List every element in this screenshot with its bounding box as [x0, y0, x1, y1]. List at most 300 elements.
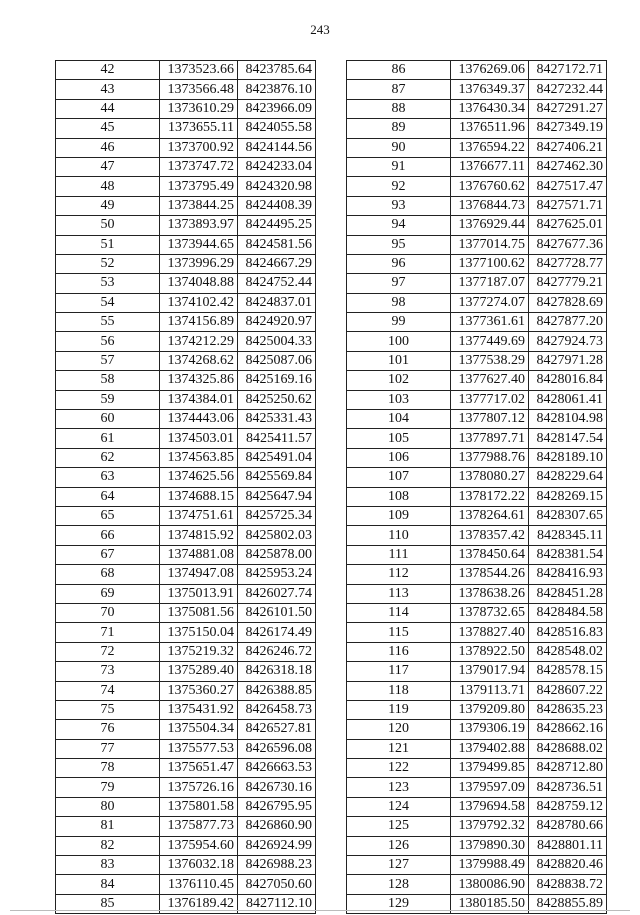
- table-row: [56, 274, 316, 293]
- y-coordinate-cell: 8424408.39: [238, 196, 316, 215]
- point-number-cell: 66: [56, 526, 160, 545]
- point-number-cell: 46: [56, 138, 160, 157]
- point-number-cell: 89: [347, 119, 451, 138]
- point-number-cell: 79: [56, 778, 160, 797]
- x-coordinate-cell: 1375360.27: [160, 681, 238, 700]
- table-row: [347, 254, 607, 273]
- table-row: [56, 681, 316, 700]
- point-number-cell: 127: [347, 856, 451, 875]
- table-row: [347, 216, 607, 235]
- table-row: [56, 410, 316, 429]
- table-row: [56, 506, 316, 525]
- table-row: [347, 448, 607, 467]
- x-coordinate-cell: 1375504.34: [160, 720, 238, 739]
- y-coordinate-cell: 8426027.74: [238, 584, 316, 603]
- y-coordinate-cell: 8424581.56: [238, 235, 316, 254]
- y-coordinate-cell: 8427677.36: [529, 235, 607, 254]
- point-number-cell: 78: [56, 759, 160, 778]
- y-coordinate-cell: 8426663.53: [238, 759, 316, 778]
- table-row: [347, 681, 607, 700]
- x-coordinate-cell: 1378732.65: [451, 603, 529, 622]
- y-coordinate-cell: 8426174.49: [238, 623, 316, 642]
- point-number-cell: 75: [56, 700, 160, 719]
- y-coordinate-cell: 8425953.24: [238, 565, 316, 584]
- point-number-cell: 57: [56, 351, 160, 370]
- table-row: [56, 390, 316, 409]
- table-row: [347, 313, 607, 332]
- y-coordinate-cell: 8425647.94: [238, 487, 316, 506]
- y-coordinate-cell: 8424144.56: [238, 138, 316, 157]
- point-number-cell: 86: [347, 61, 451, 80]
- y-coordinate-cell: 8428635.23: [529, 700, 607, 719]
- table-row: [347, 797, 607, 816]
- point-number-cell: 107: [347, 468, 451, 487]
- table-row: [56, 371, 316, 390]
- x-coordinate-cell: 1377187.07: [451, 274, 529, 293]
- x-coordinate-cell: 1378922.50: [451, 642, 529, 661]
- x-coordinate-cell: 1378450.64: [451, 545, 529, 564]
- point-number-cell: 54: [56, 293, 160, 312]
- y-coordinate-cell: 8427291.27: [529, 99, 607, 118]
- table-row: [56, 875, 316, 894]
- y-coordinate-cell: 8426924.99: [238, 836, 316, 855]
- point-number-cell: 52: [56, 254, 160, 273]
- y-coordinate-cell: 8428578.15: [529, 662, 607, 681]
- point-number-cell: 68: [56, 565, 160, 584]
- y-coordinate-cell: 8427728.77: [529, 254, 607, 273]
- table-row: [347, 739, 607, 758]
- page-bottom-edge: [10, 910, 630, 911]
- table-row: [56, 797, 316, 816]
- x-coordinate-cell: 1380185.50: [451, 894, 529, 913]
- y-coordinate-cell: 8425169.16: [238, 371, 316, 390]
- x-coordinate-cell: 1377897.71: [451, 429, 529, 448]
- table-row: [347, 157, 607, 176]
- table-row: [56, 623, 316, 642]
- y-coordinate-cell: 8428307.65: [529, 506, 607, 525]
- point-number-cell: 47: [56, 157, 160, 176]
- point-number-cell: 103: [347, 390, 451, 409]
- x-coordinate-cell: 1375289.40: [160, 662, 238, 681]
- point-number-cell: 120: [347, 720, 451, 739]
- table-row: [347, 584, 607, 603]
- point-number-cell: 72: [56, 642, 160, 661]
- table-row: [347, 332, 607, 351]
- y-coordinate-cell: 8428345.11: [529, 526, 607, 545]
- point-number-cell: 117: [347, 662, 451, 681]
- point-number-cell: 58: [56, 371, 160, 390]
- point-number-cell: 67: [56, 545, 160, 564]
- x-coordinate-cell: 1374881.08: [160, 545, 238, 564]
- x-coordinate-cell: 1374048.88: [160, 274, 238, 293]
- point-number-cell: 44: [56, 99, 160, 118]
- x-coordinate-cell: 1374102.42: [160, 293, 238, 312]
- point-number-cell: 61: [56, 429, 160, 448]
- table-row: [347, 293, 607, 312]
- point-number-cell: 118: [347, 681, 451, 700]
- point-number-cell: 104: [347, 410, 451, 429]
- y-coordinate-cell: 8428229.64: [529, 468, 607, 487]
- y-coordinate-cell: 8424837.01: [238, 293, 316, 312]
- x-coordinate-cell: 1379017.94: [451, 662, 529, 681]
- y-coordinate-cell: 8427571.71: [529, 196, 607, 215]
- x-coordinate-cell: 1374156.89: [160, 313, 238, 332]
- point-number-cell: 116: [347, 642, 451, 661]
- point-number-cell: 109: [347, 506, 451, 525]
- table-row: [347, 875, 607, 894]
- x-coordinate-cell: 1376430.34: [451, 99, 529, 118]
- y-coordinate-cell: 8428416.93: [529, 565, 607, 584]
- x-coordinate-cell: 1378264.61: [451, 506, 529, 525]
- table-row: [56, 61, 316, 80]
- y-coordinate-cell: 8426246.72: [238, 642, 316, 661]
- point-number-cell: 105: [347, 429, 451, 448]
- point-number-cell: 81: [56, 817, 160, 836]
- x-coordinate-cell: 1379890.30: [451, 836, 529, 855]
- table-row: [56, 313, 316, 332]
- table-row: [56, 836, 316, 855]
- point-number-cell: 94: [347, 216, 451, 235]
- y-coordinate-cell: 8428820.46: [529, 856, 607, 875]
- table-row: [56, 603, 316, 622]
- point-number-cell: 74: [56, 681, 160, 700]
- x-coordinate-cell: 1374625.56: [160, 468, 238, 487]
- x-coordinate-cell: 1373566.48: [160, 80, 238, 99]
- x-coordinate-cell: 1373523.66: [160, 61, 238, 80]
- x-coordinate-cell: 1377274.07: [451, 293, 529, 312]
- x-coordinate-cell: 1377100.62: [451, 254, 529, 273]
- y-coordinate-cell: 8424920.97: [238, 313, 316, 332]
- table-row: [347, 565, 607, 584]
- y-coordinate-cell: 8426458.73: [238, 700, 316, 719]
- table-row: [56, 565, 316, 584]
- point-number-cell: 99: [347, 313, 451, 332]
- point-number-cell: 124: [347, 797, 451, 816]
- y-coordinate-cell: 8426860.90: [238, 817, 316, 836]
- table-row: [347, 778, 607, 797]
- y-coordinate-cell: 8426527.81: [238, 720, 316, 739]
- x-coordinate-cell: 1374815.92: [160, 526, 238, 545]
- y-coordinate-cell: 8428662.16: [529, 720, 607, 739]
- x-coordinate-cell: 1375013.91: [160, 584, 238, 603]
- x-coordinate-cell: 1375651.47: [160, 759, 238, 778]
- table-row: [56, 856, 316, 875]
- y-coordinate-cell: 8428712.80: [529, 759, 607, 778]
- point-number-cell: 70: [56, 603, 160, 622]
- table-row: [56, 293, 316, 312]
- x-coordinate-cell: 1378544.26: [451, 565, 529, 584]
- x-coordinate-cell: 1379209.80: [451, 700, 529, 719]
- x-coordinate-cell: 1376032.18: [160, 856, 238, 875]
- table-row: [347, 99, 607, 118]
- table-row: [56, 739, 316, 758]
- y-coordinate-cell: 8425087.06: [238, 351, 316, 370]
- table-row: [347, 487, 607, 506]
- y-coordinate-cell: 8425491.04: [238, 448, 316, 467]
- x-coordinate-cell: 1378827.40: [451, 623, 529, 642]
- y-coordinate-cell: 8428061.41: [529, 390, 607, 409]
- x-coordinate-cell: 1375431.92: [160, 700, 238, 719]
- x-coordinate-cell: 1379499.85: [451, 759, 529, 778]
- point-number-cell: 71: [56, 623, 160, 642]
- point-number-cell: 49: [56, 196, 160, 215]
- y-coordinate-cell: 8426388.85: [238, 681, 316, 700]
- table-row: [347, 61, 607, 80]
- table-row: [347, 700, 607, 719]
- x-coordinate-cell: 1373893.97: [160, 216, 238, 235]
- point-number-cell: 100: [347, 332, 451, 351]
- y-coordinate-cell: 8428381.54: [529, 545, 607, 564]
- point-number-cell: 50: [56, 216, 160, 235]
- point-number-cell: 56: [56, 332, 160, 351]
- y-coordinate-cell: 8426795.95: [238, 797, 316, 816]
- point-number-cell: 113: [347, 584, 451, 603]
- x-coordinate-cell: 1375726.16: [160, 778, 238, 797]
- x-coordinate-cell: 1378357.42: [451, 526, 529, 545]
- y-coordinate-cell: 8427172.71: [529, 61, 607, 80]
- x-coordinate-cell: 1375954.60: [160, 836, 238, 855]
- x-coordinate-cell: 1376594.22: [451, 138, 529, 157]
- y-coordinate-cell: 8427779.21: [529, 274, 607, 293]
- x-coordinate-cell: 1376511.96: [451, 119, 529, 138]
- x-coordinate-cell: 1374751.61: [160, 506, 238, 525]
- table-row: [56, 759, 316, 778]
- page-number: 243: [310, 22, 330, 37]
- point-number-cell: 60: [56, 410, 160, 429]
- y-coordinate-cell: 8428838.72: [529, 875, 607, 894]
- point-number-cell: 123: [347, 778, 451, 797]
- coordinates-table-right-body: [347, 61, 607, 914]
- table-row: [56, 720, 316, 739]
- y-coordinate-cell: 8423966.09: [238, 99, 316, 118]
- x-coordinate-cell: 1374325.86: [160, 371, 238, 390]
- point-number-cell: 43: [56, 80, 160, 99]
- y-coordinate-cell: 8428736.51: [529, 778, 607, 797]
- point-number-cell: 87: [347, 80, 451, 99]
- y-coordinate-cell: 8425004.33: [238, 332, 316, 351]
- y-coordinate-cell: 8427050.60: [238, 875, 316, 894]
- y-coordinate-cell: 8427232.44: [529, 80, 607, 99]
- table-row: [56, 119, 316, 138]
- table-row: [347, 235, 607, 254]
- point-number-cell: 95: [347, 235, 451, 254]
- x-coordinate-cell: 1377361.61: [451, 313, 529, 332]
- x-coordinate-cell: 1377627.40: [451, 371, 529, 390]
- point-number-cell: 119: [347, 700, 451, 719]
- y-coordinate-cell: 8427406.21: [529, 138, 607, 157]
- table-row: [347, 177, 607, 196]
- x-coordinate-cell: 1377449.69: [451, 332, 529, 351]
- point-number-cell: 80: [56, 797, 160, 816]
- y-coordinate-cell: 8426318.18: [238, 662, 316, 681]
- y-coordinate-cell: 8428147.54: [529, 429, 607, 448]
- table-row: [56, 642, 316, 661]
- y-coordinate-cell: 8428801.11: [529, 836, 607, 855]
- table-row: [56, 351, 316, 370]
- point-number-cell: 64: [56, 487, 160, 506]
- y-coordinate-cell: 8428780.66: [529, 817, 607, 836]
- table-row: [347, 371, 607, 390]
- table-row: [56, 584, 316, 603]
- point-number-cell: 45: [56, 119, 160, 138]
- y-coordinate-cell: 8424667.29: [238, 254, 316, 273]
- y-coordinate-cell: 8428484.58: [529, 603, 607, 622]
- table-row: [347, 526, 607, 545]
- y-coordinate-cell: 8427971.28: [529, 351, 607, 370]
- x-coordinate-cell: 1373944.65: [160, 235, 238, 254]
- y-coordinate-cell: 8427877.20: [529, 313, 607, 332]
- y-coordinate-cell: 8428759.12: [529, 797, 607, 816]
- table-row: [347, 468, 607, 487]
- x-coordinate-cell: 1377717.02: [451, 390, 529, 409]
- table-row: [56, 817, 316, 836]
- table-row: [347, 642, 607, 661]
- x-coordinate-cell: 1376269.06: [451, 61, 529, 80]
- table-row: [56, 662, 316, 681]
- table-row: [56, 235, 316, 254]
- table-row: [347, 410, 607, 429]
- table-row: [56, 196, 316, 215]
- x-coordinate-cell: 1373844.25: [160, 196, 238, 215]
- point-number-cell: 42: [56, 61, 160, 80]
- table-row: [56, 468, 316, 487]
- y-coordinate-cell: 8428607.22: [529, 681, 607, 700]
- table-row: [56, 80, 316, 99]
- point-number-cell: 108: [347, 487, 451, 506]
- table-row: [347, 196, 607, 215]
- y-coordinate-cell: 8423876.10: [238, 80, 316, 99]
- y-coordinate-cell: 8423785.64: [238, 61, 316, 80]
- x-coordinate-cell: 1373747.72: [160, 157, 238, 176]
- point-number-cell: 121: [347, 739, 451, 758]
- x-coordinate-cell: 1376189.42: [160, 894, 238, 913]
- y-coordinate-cell: 8428548.02: [529, 642, 607, 661]
- table-row: [56, 157, 316, 176]
- y-coordinate-cell: 8424752.44: [238, 274, 316, 293]
- y-coordinate-cell: 8428189.10: [529, 448, 607, 467]
- x-coordinate-cell: 1373996.29: [160, 254, 238, 273]
- point-number-cell: 77: [56, 739, 160, 758]
- table-row: [347, 623, 607, 642]
- y-coordinate-cell: 8425331.43: [238, 410, 316, 429]
- table-row: [56, 526, 316, 545]
- y-coordinate-cell: 8425250.62: [238, 390, 316, 409]
- y-coordinate-cell: 8428104.98: [529, 410, 607, 429]
- y-coordinate-cell: 8427924.73: [529, 332, 607, 351]
- x-coordinate-cell: 1373795.49: [160, 177, 238, 196]
- table-row: [347, 836, 607, 855]
- point-number-cell: 88: [347, 99, 451, 118]
- point-number-cell: 106: [347, 448, 451, 467]
- y-coordinate-cell: 8424495.25: [238, 216, 316, 235]
- x-coordinate-cell: 1376349.37: [451, 80, 529, 99]
- x-coordinate-cell: 1376110.45: [160, 875, 238, 894]
- point-number-cell: 62: [56, 448, 160, 467]
- x-coordinate-cell: 1375801.58: [160, 797, 238, 816]
- y-coordinate-cell: 8424233.04: [238, 157, 316, 176]
- y-coordinate-cell: 8425411.57: [238, 429, 316, 448]
- x-coordinate-cell: 1380086.90: [451, 875, 529, 894]
- table-row: [56, 177, 316, 196]
- y-coordinate-cell: 8428855.89: [529, 894, 607, 913]
- x-coordinate-cell: 1374384.01: [160, 390, 238, 409]
- x-coordinate-cell: 1377807.12: [451, 410, 529, 429]
- y-coordinate-cell: 8427462.30: [529, 157, 607, 176]
- table-row: [56, 254, 316, 273]
- y-coordinate-cell: 8427828.69: [529, 293, 607, 312]
- x-coordinate-cell: 1379306.19: [451, 720, 529, 739]
- point-number-cell: 82: [56, 836, 160, 855]
- x-coordinate-cell: 1375150.04: [160, 623, 238, 642]
- x-coordinate-cell: 1376677.11: [451, 157, 529, 176]
- table-row: [347, 351, 607, 370]
- y-coordinate-cell: 8424055.58: [238, 119, 316, 138]
- table-row: [56, 332, 316, 351]
- y-coordinate-cell: 8425802.03: [238, 526, 316, 545]
- y-coordinate-cell: 8427349.19: [529, 119, 607, 138]
- point-number-cell: 69: [56, 584, 160, 603]
- x-coordinate-cell: 1374688.15: [160, 487, 238, 506]
- x-coordinate-cell: 1374947.08: [160, 565, 238, 584]
- x-coordinate-cell: 1374268.62: [160, 351, 238, 370]
- y-coordinate-cell: 8425725.34: [238, 506, 316, 525]
- y-coordinate-cell: 8426101.50: [238, 603, 316, 622]
- table-row: [347, 390, 607, 409]
- point-number-cell: 101: [347, 351, 451, 370]
- table-row: [347, 662, 607, 681]
- y-coordinate-cell: 8425878.00: [238, 545, 316, 564]
- point-number-cell: 91: [347, 157, 451, 176]
- table-row: [347, 759, 607, 778]
- point-number-cell: 93: [347, 196, 451, 215]
- x-coordinate-cell: 1377014.75: [451, 235, 529, 254]
- table-row: [347, 720, 607, 739]
- point-number-cell: 122: [347, 759, 451, 778]
- point-number-cell: 73: [56, 662, 160, 681]
- point-number-cell: 125: [347, 817, 451, 836]
- point-number-cell: 114: [347, 603, 451, 622]
- y-coordinate-cell: 8428016.84: [529, 371, 607, 390]
- y-coordinate-cell: 8427517.47: [529, 177, 607, 196]
- y-coordinate-cell: 8426596.08: [238, 739, 316, 758]
- point-number-cell: 90: [347, 138, 451, 157]
- x-coordinate-cell: 1373610.29: [160, 99, 238, 118]
- x-coordinate-cell: 1374212.29: [160, 332, 238, 351]
- x-coordinate-cell: 1379402.88: [451, 739, 529, 758]
- point-number-cell: 97: [347, 274, 451, 293]
- x-coordinate-cell: 1377538.29: [451, 351, 529, 370]
- point-number-cell: 126: [347, 836, 451, 855]
- point-number-cell: 53: [56, 274, 160, 293]
- point-number-cell: 98: [347, 293, 451, 312]
- x-coordinate-cell: 1378638.26: [451, 584, 529, 603]
- point-number-cell: 85: [56, 894, 160, 913]
- x-coordinate-cell: 1376844.73: [451, 196, 529, 215]
- y-coordinate-cell: 8424320.98: [238, 177, 316, 196]
- coordinates-table-left-body: [56, 61, 316, 914]
- point-number-cell: 115: [347, 623, 451, 642]
- y-coordinate-cell: 8428688.02: [529, 739, 607, 758]
- table-row: [347, 506, 607, 525]
- point-number-cell: 83: [56, 856, 160, 875]
- x-coordinate-cell: 1375219.32: [160, 642, 238, 661]
- y-coordinate-cell: 8425569.84: [238, 468, 316, 487]
- table-row: [56, 448, 316, 467]
- point-number-cell: 129: [347, 894, 451, 913]
- table-row: [347, 80, 607, 99]
- x-coordinate-cell: 1375081.56: [160, 603, 238, 622]
- table-row: [56, 429, 316, 448]
